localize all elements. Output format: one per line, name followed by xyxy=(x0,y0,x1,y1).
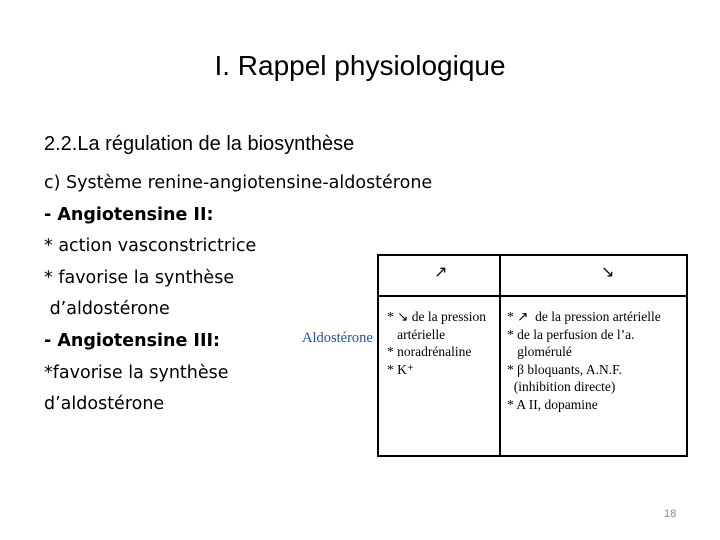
aldosterone-label: Aldostérone xyxy=(302,330,373,346)
cell-line: * K⁺ xyxy=(387,361,414,377)
slide-subtitle: 2.2.La régulation de la biosynthèse xyxy=(44,133,355,155)
stimulators-cell xyxy=(387,308,486,378)
cell-line: (inhibition directe) xyxy=(507,379,616,394)
cell-line: * β bloquants, A.N.F. xyxy=(507,361,622,377)
cell-line: artérielle xyxy=(387,326,446,342)
body-line: * favorise la synthèse xyxy=(44,267,235,288)
body-line: - Angiotensine III: xyxy=(44,330,220,351)
body-line: *favorise la synthèse xyxy=(44,362,229,383)
page-number: 18 xyxy=(664,508,677,520)
arrow-up-icon: ↗ xyxy=(434,262,448,281)
slide-title: I. Rappel physiologique xyxy=(214,50,506,81)
body-line: d’aldostérone xyxy=(44,394,165,415)
table-divider-horizontal xyxy=(379,295,686,297)
arrow-down-icon: ↘ xyxy=(601,262,615,281)
table-divider-vertical xyxy=(499,256,501,455)
body-line: c) Système renine-angiotensine-aldostérone xyxy=(44,173,433,193)
body-line: - Angiotensine II: xyxy=(44,204,214,225)
inhibitors-cell xyxy=(507,308,661,413)
cell-line: * noradrénaline xyxy=(387,344,472,359)
cell-line: * A II, dopamine xyxy=(507,396,598,412)
cell-line: * de la perfusion de l’a. xyxy=(507,326,635,342)
cell-line: * ↗ de la pression artérielle xyxy=(507,309,661,324)
cell-line: glomérulé xyxy=(507,344,572,359)
body-line: * action vasconstrictrice xyxy=(44,236,257,257)
aldosterone-figure xyxy=(292,254,689,458)
cell-line: * ↘ de la pression xyxy=(387,309,487,324)
body-line: d’aldostérone xyxy=(44,299,170,320)
regulation-table xyxy=(377,254,688,457)
